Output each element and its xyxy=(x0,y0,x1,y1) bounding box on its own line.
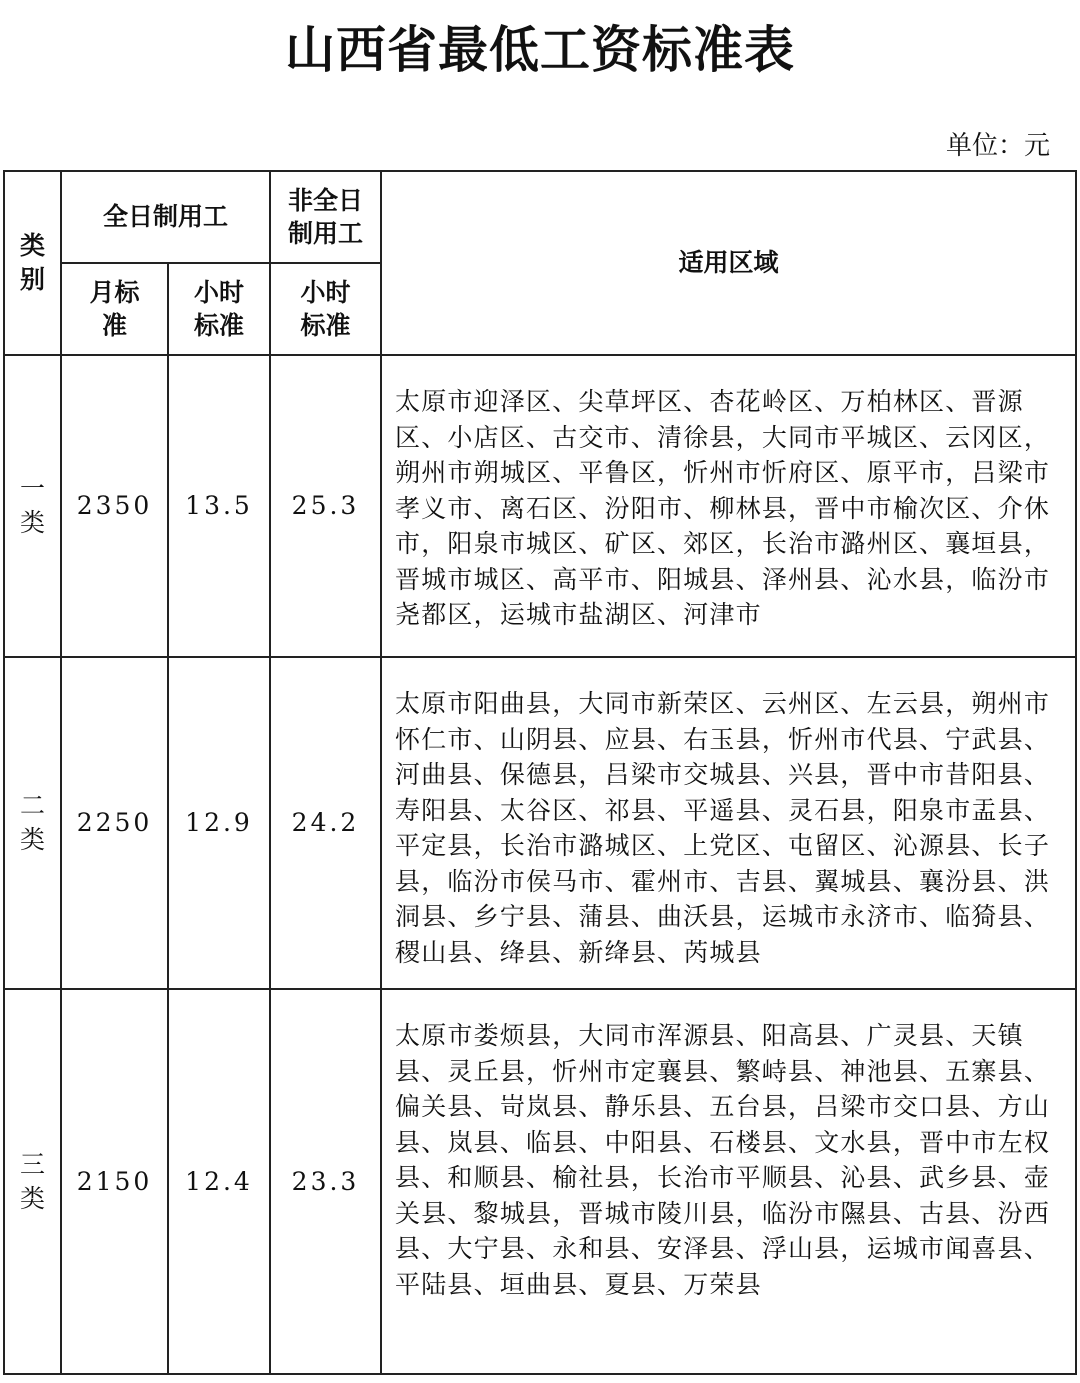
header-hourly-fulltime-label: 小时标准 xyxy=(193,278,244,340)
row-hourly-fulltime: 13.5 xyxy=(168,355,270,657)
row-hourly-fulltime: 12.9 xyxy=(168,657,270,989)
header-monthly-label: 月标准 xyxy=(89,278,140,340)
row-region: 太原市迎泽区、尖草坪区、杏花岭区、万柏林区、晋源区、小店区、古交市、清徐县，大同市平城区、云冈区，朔州市朔城区、平鲁区，忻州市忻府区、原平市，吕梁市孝义市、离石区、汾阳市、柳林县，晋中市榆次区、介休市，阳泉市城区、矿区、郊区，长治市潞州区、襄垣县，晋城市城区、高平市、阳城县、泽州县、沁水县，临汾市尧都区，运城市盐湖区、河津市 xyxy=(381,355,1076,657)
row-category: 二类 xyxy=(19,791,45,854)
row-region: 太原市娄烦县，大同市浑源县、阳高县、广灵县、天镇县、灵丘县，忻州市定襄县、繁峙县、神池县、五寨县、偏关县、岢岚县、静乐县、五台县，吕梁市交口县、方山县、岚县、临县、中阳县、石楼县、文水县，晋中市左权县、和顺县、榆社县，长治市平顺县、沁县、武乡县、壶关县、黎城县，晋城市陵川县，临汾市隰县、古县、汾西县、大宁县、永和县、安泽县、浮山县，运城市闻喜县、平陆县、垣曲县、夏县、万荣县 xyxy=(381,989,1076,1374)
table-row xyxy=(4,355,1076,657)
unit-label: 单位：元 xyxy=(945,131,1050,161)
row-category-cell xyxy=(4,657,61,989)
header-parttime-label: 非全日制用工 xyxy=(288,186,364,248)
row-hourly-fulltime: 12.4 xyxy=(168,989,270,1374)
header-monthly xyxy=(61,263,168,355)
header-hourly-parttime-label: 小时标准 xyxy=(300,278,351,340)
row-hourly-parttime: 24.2 xyxy=(270,657,381,989)
row-category: 三类 xyxy=(19,1149,45,1213)
row-hourly-parttime: 25.3 xyxy=(270,355,381,657)
row-monthly: 2250 xyxy=(61,657,168,989)
row-monthly: 2150 xyxy=(61,989,168,1374)
page-title: 山西省最低工资标准表 xyxy=(285,20,795,79)
header-fulltime xyxy=(61,171,270,263)
row-monthly: 2350 xyxy=(61,355,168,657)
header-hourly-parttime xyxy=(270,263,381,355)
header-category-label: 类别 xyxy=(19,231,45,294)
header-row-1 xyxy=(4,171,1076,263)
wage-standard-table xyxy=(3,170,1077,1375)
row-region: 太原市阳曲县，大同市新荣区、云州区、左云县，朔州市怀仁市、山阴县、应县、右玉县，忻州市代县、宁武县、河曲县、保德县，吕梁市交城县、兴县，晋中市昔阳县、寿阳县、太谷区、祁县、平遥县、灵石县，阳泉市盂县、平定县，长治市潞城区、上党区、屯留区、沁源县、长子县，临汾市侯马市、霍州市、吉县、翼城县、襄汾县、洪洞县、乡宁县、蒲县、曲沃县，运城市永济市、临猗县、稷山县、绛县、新绛县、芮城县 xyxy=(381,657,1076,989)
header-category xyxy=(4,171,61,355)
row-category-cell xyxy=(4,989,61,1374)
header-region xyxy=(381,171,1076,355)
header-hourly-fulltime xyxy=(168,263,270,355)
header-region-label: 适用区域 xyxy=(678,248,779,277)
row-category: 一类 xyxy=(19,474,45,537)
row-hourly-parttime: 23.3 xyxy=(270,989,381,1374)
row-category-cell xyxy=(4,355,61,657)
header-fulltime-label: 全日制用工 xyxy=(103,202,229,231)
header-parttime xyxy=(270,171,381,263)
table-row xyxy=(4,657,1076,989)
table-row xyxy=(4,989,1076,1374)
